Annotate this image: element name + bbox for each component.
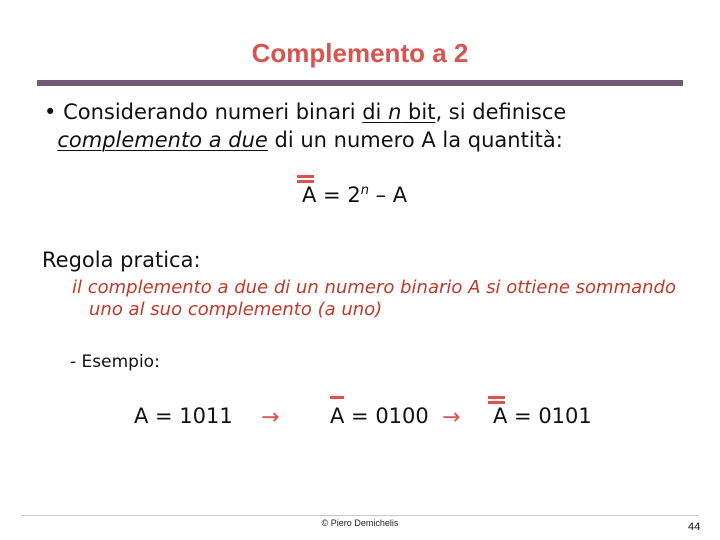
definition-formula (302, 183, 407, 207)
example-a: A = 1011 (134, 404, 233, 428)
intro-di-n-bit (362, 100, 435, 124)
rule-line-1: il complemento a due di un numero binario A si ottiene sommando (72, 277, 676, 298)
title-divider (37, 80, 683, 86)
intro-di: di (362, 100, 389, 124)
intro-bit: bit (401, 100, 436, 124)
intro-n: n (388, 100, 402, 124)
formula-lhs: A (302, 183, 316, 207)
example-b-symbol: A (330, 404, 344, 428)
formula-exponent: n (360, 183, 369, 198)
footer-credit: © Piero Demichelis (321, 518, 399, 528)
single-bar-icon (330, 396, 344, 399)
intro-text-2: , si definisce (435, 100, 567, 124)
example-c (493, 404, 592, 428)
arrow-icon: → (442, 405, 461, 430)
rule-description (72, 277, 692, 321)
bullet: • (44, 100, 57, 124)
intro-paragraph (44, 98, 684, 154)
example-c-symbol: A (493, 404, 507, 428)
intro-text-1: Considerando numeri binari (63, 100, 363, 124)
footer-divider (22, 515, 698, 516)
double-bar-icon (297, 175, 314, 183)
regola-label: Regola pratica: (42, 248, 201, 272)
formula-rhs: – A (368, 183, 408, 207)
intro-term: complemento a due (57, 128, 268, 152)
example-b (330, 404, 429, 428)
rule-line-2: uno al suo complemento (a uno) (89, 299, 383, 320)
double-bar-icon (488, 396, 505, 404)
slide-title: Complemento a 2 (251, 38, 469, 68)
intro-text-3: di un numero A la quantità: (267, 128, 563, 152)
esempio-label: - Esempio: (70, 352, 160, 372)
page-number: 44 (688, 521, 701, 533)
formula-eq: = 2 (316, 183, 361, 207)
example-c-value: = 0101 (507, 404, 592, 428)
arrow-icon: → (261, 405, 280, 430)
example-b-value: = 0100 (344, 404, 429, 428)
